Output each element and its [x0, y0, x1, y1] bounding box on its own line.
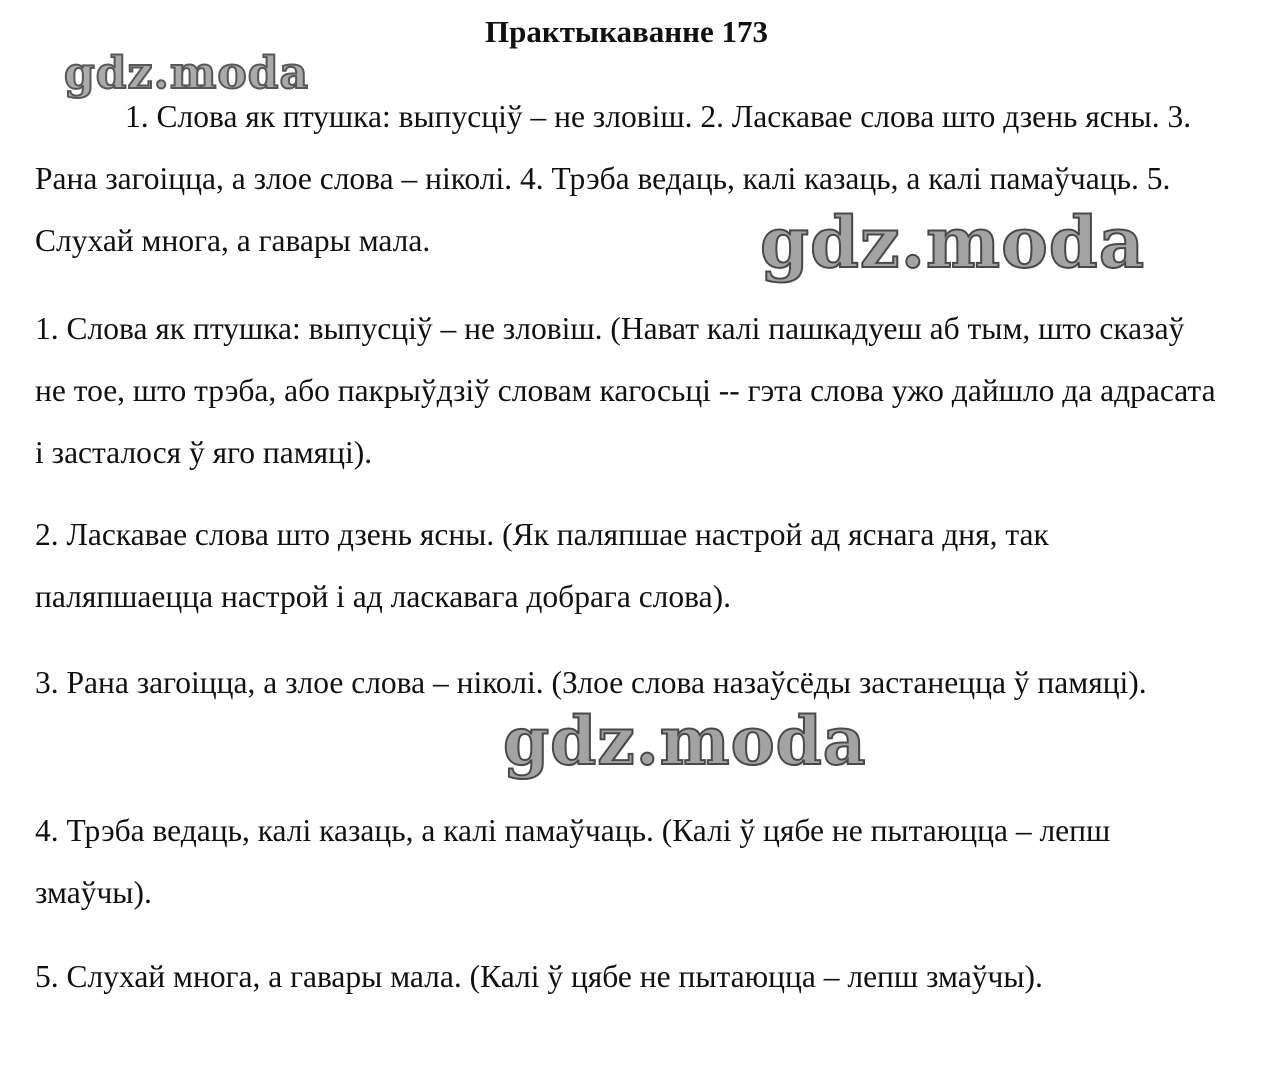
watermark-logo: gdz.moda — [760, 201, 1146, 284]
proverbs-intro: 1. Слова як птушка: выпусціў – не зловіш. 2. Ласкавае слова што дзень ясны. 3. Рана загоіцца, а злое слова – ніколі. 4. Трэба ведаць, калі казаць, а калі памаўчаць. 5. Слухай многа, а гавары мала. — [35, 99, 1192, 258]
watermark-logo: gdz.moda — [503, 702, 867, 780]
proverb-explanation-2: 2. Ласкавае слова што дзень ясны. (Як паляпшае настрой ад яснага дня, так паляпшаецца настрой і ад ласкавага добрага слова). — [35, 517, 1049, 614]
watermark-logo: gdz.moda — [64, 48, 310, 99]
proverb-explanation-5: 5. Слухай многа, а гавары мала. (Калі ў цябе не пытаюцца – лепш змаўчы). — [35, 959, 1043, 994]
proverb-explanation-3: 3. Рана загоіцца, а злое слова – ніколі. (Злое слова назаўсёды застанецца ў памяці). — [35, 665, 1147, 700]
page-title: Практыкаванне 173 — [484, 14, 768, 49]
proverb-explanation-1: 1. Слова як птушка: выпусціў – не зловіш. (Нават калі пашкадуеш аб тым, што сказаў не тое, што трэба, або пакрыўдзіў словам кагосьці -- гэта слова ужо дайшло да адрасата і засталося ў яго памяці). — [35, 311, 1216, 470]
proverb-explanation-4: 4. Трэба ведаць, калі казаць, а калі памаўчаць. (Калі ў цябе не пытаюцца – лепш змаўчы). — [35, 813, 1111, 910]
